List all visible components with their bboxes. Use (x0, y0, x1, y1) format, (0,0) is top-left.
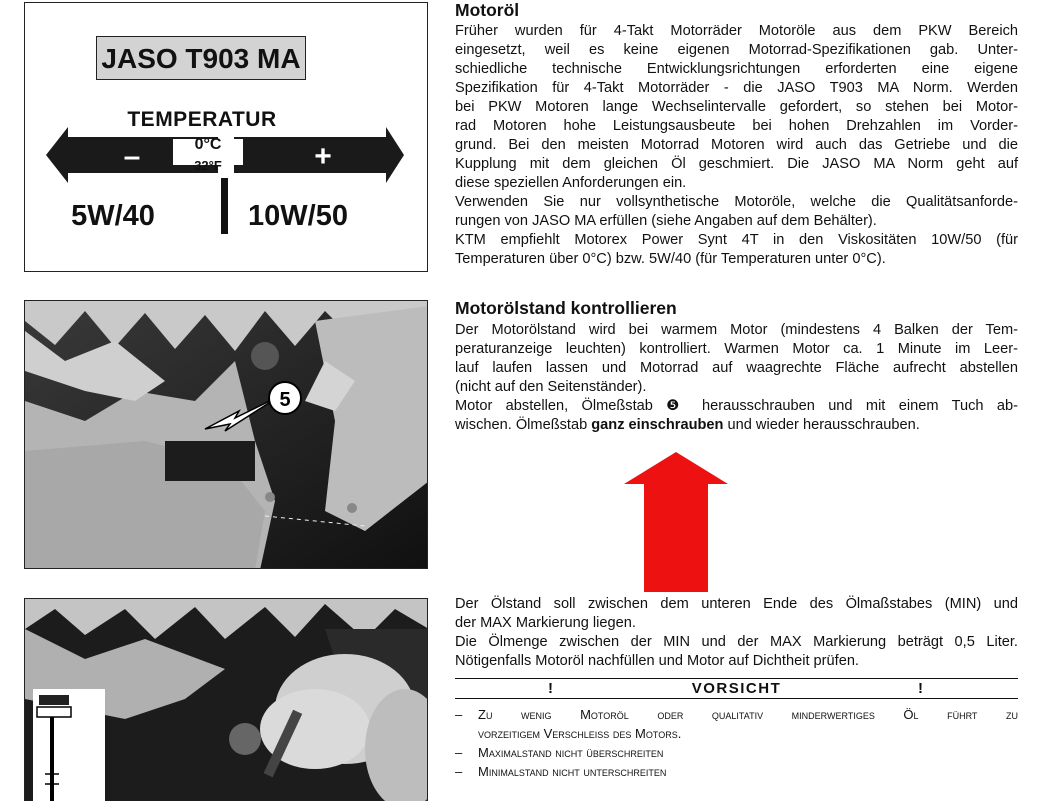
text-line: der MAX Markierung liegen. (455, 615, 636, 631)
callout-ref-icon: ❺ (666, 398, 689, 414)
text-fragment: wischen. Ölmeßstab (455, 417, 588, 433)
text-line: peraturanzeige leuchten) kontrolliert. Warmen Motor ca. 1 Minute im Leer- (455, 341, 1018, 357)
paragraph-oil-quantity (455, 595, 1018, 671)
warning-item (455, 705, 1018, 743)
text-line: KTM empfiehlt Motorex Power Synt 4T in den Viskositäten 10W/50 (für (455, 232, 1018, 248)
fahrenheit-label: 32°F (194, 158, 222, 173)
text-line: bei PKW Motoren lange Wechselintervalle gefordert, so stehen bei Motor- (455, 99, 1018, 115)
text-line: grund. Bei den meisten Motorrad Motoren wird auch das Getriebe und die (455, 137, 1018, 153)
text-line (455, 397, 1018, 416)
celsius-label: 0°C (194, 136, 222, 153)
text-line: Temperaturen über 0°C) bzw. 5W/40 (für Temperaturen unter 0°C). (455, 251, 886, 267)
text-line: Maximalstand nicht überschreiten (478, 745, 664, 760)
warning-item (455, 743, 1018, 762)
text-fragment: Motor abstellen, Ölmeßstab (455, 398, 653, 414)
text-line: Minimalstand nicht unterschreiten (478, 764, 667, 779)
text-line: Kupplung mit dem gleichen Öl geschmiert. Die JASO MA Norm geht auf (455, 156, 1018, 172)
jaso-standard-label: JASO T903 MA (96, 36, 306, 80)
text-fragment: und wieder herausschrauben. (727, 417, 920, 433)
text-line: rungen von JASO MA erfüllen (siehe Angaben auf dem Behälter). (455, 213, 877, 229)
engine-photo-dipstick (24, 300, 428, 569)
dash-icon: – (455, 707, 463, 722)
warning-exclamation-icon: ! (548, 680, 553, 697)
text-line: rad Motoren hohe Leistungsausbeute bei hohen Drehzahlen im Vorder- (455, 118, 1018, 134)
text-line: Früher wurden für 4-Takt Motorräder Motoröle aus dem PKW Bereich (455, 23, 1018, 39)
warning-item (455, 762, 1018, 781)
dash-icon: – (455, 764, 463, 779)
warning-exclamation-icon: ! (918, 680, 923, 697)
text-line (455, 416, 1018, 435)
text-line: diese speziellen Anforderungen ein. (455, 175, 687, 191)
red-up-arrow (622, 452, 730, 592)
dash-icon: – (455, 745, 463, 760)
heading-motoroel: Motoröl (455, 0, 520, 20)
text-line: Die Ölmenge zwischen der MIN und der MAX Markierung beträgt 0,5 Liter. (455, 634, 1018, 650)
temperature-label: TEMPERATUR (127, 108, 277, 131)
minus-sign: – (123, 140, 141, 173)
viscosity-low-label: 5W/40 (71, 200, 155, 232)
emphasis-text: ganz einschrauben (591, 417, 724, 433)
text-line: Verwenden Sie nur vollsynthetische Motoröle, welche die Qualitätsanforde- (455, 194, 1018, 210)
warning-title: VORSICHT (691, 680, 782, 697)
callout-5: 5 (279, 389, 291, 411)
text-line: vorzeitigem Verschleiss des Motors. (478, 726, 682, 741)
viscosity-high-label: 10W/50 (248, 200, 348, 232)
text-fragment: herausschrauben und mit einem Tuch ab- (702, 398, 1018, 414)
text-line: Der Ölstand soll zwischen dem unteren Ende des Ölmaßstabes (MIN) und (455, 596, 1018, 612)
text-line: Nötigenfalls Motoröl nachfüllen und Motor auf Dichtheit prüfen. (455, 653, 859, 669)
paragraph-motoroel (455, 22, 1018, 269)
text-line: Der Motorölstand wird bei warmem Motor (mindestens 4 Balken der Tem- (455, 322, 1018, 338)
warning-header (455, 678, 1018, 699)
engine-photo-oil-level (24, 598, 428, 801)
text-line: eingesetzt, weil es keine eigenen Motorrad-Spezifikationen gab. Unter- (455, 42, 1018, 58)
plus-sign: + (314, 140, 332, 173)
text-line: Zu wenig Motoröl oder qualitativ minderwertiges Öl führt zu (478, 707, 1018, 722)
text-line: schiedliche technische Entwicklungsrichtungen erforderten eine eigene (455, 61, 1018, 77)
text-line: Spezifikation für 4-Takt Motorräder - die JASO T903 MA Norm. Werden (455, 80, 1018, 96)
paragraph-oil-level-check (455, 321, 1018, 435)
text-line: lauf laufen lassen und Motorrad auf waagrechte Fläche aufrecht abstellen (455, 360, 1018, 376)
text-line: (nicht auf den Seitenständer). (455, 379, 647, 395)
warning-list (455, 705, 1018, 781)
heading-oil-level-check: Motorölstand kontrollieren (455, 298, 677, 318)
zero-divider (221, 178, 228, 234)
